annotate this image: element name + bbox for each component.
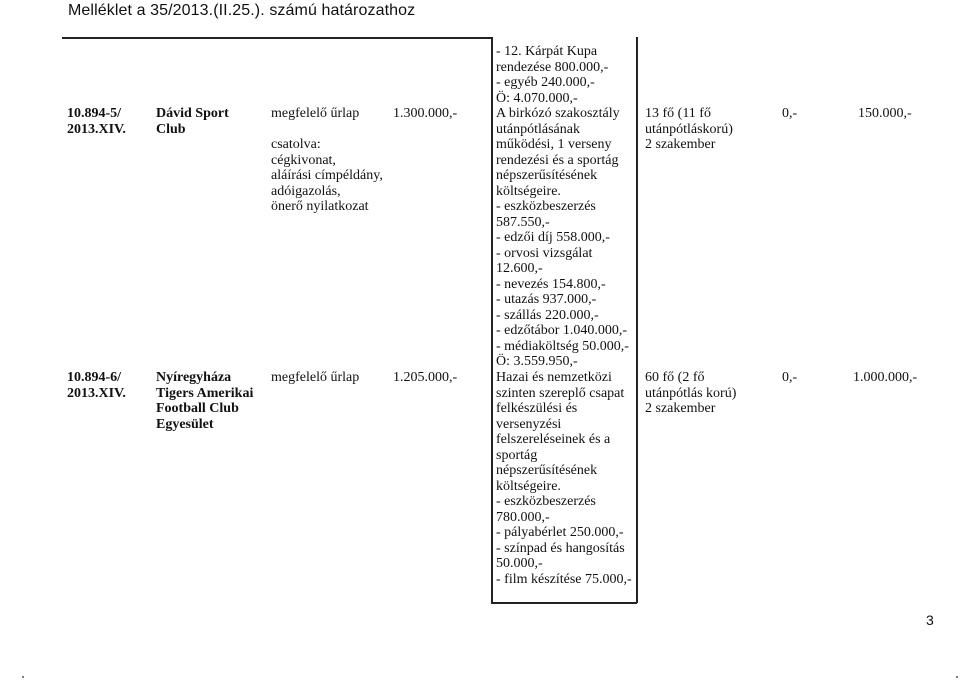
text-line: Club (156, 121, 186, 137)
text-line: működési, 1 verseny (496, 137, 612, 152)
text-line: 780.000,- (496, 509, 550, 525)
text-line: - pályabérlet 250.000,- (496, 525, 624, 540)
row-requested-amount: 1.300.000,- (393, 106, 458, 121)
text-line: költségeire. (496, 478, 561, 494)
text-line: népszerűsítésének (496, 463, 598, 478)
text-line: Hazai és nemzetközi (496, 370, 612, 385)
row-documents (271, 106, 383, 215)
row-organization-name (156, 370, 253, 432)
row-participants (645, 370, 736, 417)
text-line: felszereléseinek és a (496, 432, 611, 447)
text-line: - nevezés 154.800,- (496, 276, 606, 292)
text-line: megfelelő űrlap (271, 370, 360, 385)
text-line: versenyzési (496, 416, 562, 432)
column-divider (491, 37, 493, 603)
text-line: Nyíregyháza (156, 370, 232, 385)
text-line: 10.894-6/ (67, 370, 122, 385)
text-line: utánpótlás korú) (645, 385, 737, 401)
text-line: cégkivonat, (271, 152, 336, 168)
text-line: önerő nyilatkozat (271, 199, 369, 214)
text-line: Dávid Sport (156, 106, 229, 121)
text-line: felkészülési és (496, 401, 578, 416)
page-number: 3 (926, 612, 934, 628)
text-line: rendezési és a sportág (496, 152, 619, 168)
text-line: megfelelő űrlap (271, 106, 360, 121)
text-line (271, 122, 383, 138)
text-line: 13 fő (11 fő (645, 106, 711, 121)
text-line: Egyesület (156, 416, 214, 432)
text-line: költségeire. (496, 183, 561, 199)
text-line: népszerűsítésének (496, 168, 598, 183)
text-line: utánpótlásának (496, 121, 580, 137)
text-line: 60 fő (2 fő (645, 370, 705, 385)
text-line: 50.000,- (496, 556, 543, 571)
text-line: adóigazolás, (271, 183, 341, 199)
column-divider (636, 37, 638, 603)
text-line: aláírási címpéldány, (271, 168, 383, 183)
text-line: - edzőtábor 1.040.000,- (496, 323, 628, 338)
continuation-text (496, 44, 608, 106)
text-line: - film készítése 75.000,- (496, 571, 632, 587)
text-line: szinten szereplő csapat (496, 385, 625, 401)
text-line: 2013.XIV. (67, 385, 126, 401)
text-line: Ö: 3.559.950,- (496, 354, 578, 369)
text-line: - színpad és hangosítás (496, 540, 625, 556)
row-registration-number (67, 106, 126, 137)
text-line: 10.894-5/ (67, 106, 122, 121)
text-line: rendezése 800.000,- (496, 59, 609, 75)
text-line: - 12. Kárpát Kupa (496, 44, 598, 59)
text-line: - egyéb 240.000,- (496, 75, 595, 90)
row-requested-amount: 1.205.000,- (393, 370, 458, 385)
row-participants (645, 106, 733, 153)
row-granted-amount: 1.000.000,- (853, 370, 918, 385)
text-line: - edzői díj 558.000,- (496, 230, 610, 245)
row-registration-number (67, 370, 126, 401)
row-own-contribution: 0,- (782, 106, 798, 121)
row-granted-amount: 150.000,- (858, 106, 912, 121)
text-line: A birkózó szakosztály (496, 106, 620, 121)
text-line: 587.550,- (496, 214, 550, 230)
text-line: Tigers Amerikai (156, 385, 254, 401)
text-line: - eszközbeszerzés (496, 199, 596, 214)
text-line: - médiaköltség 50.000,- (496, 338, 629, 354)
text-line: 12.600,- (496, 261, 543, 276)
text-line: - szállás 220.000,- (496, 307, 599, 323)
scan-speck (22, 676, 24, 678)
text-line: Football Club (156, 401, 239, 416)
row-organization-name (156, 106, 229, 137)
text-line: - utazás 937.000,- (496, 292, 597, 307)
text-line: 2013.XIV. (67, 121, 126, 137)
table-bottom-border (491, 602, 637, 604)
scan-speck (956, 676, 958, 678)
text-line: utánpótláskorú) (645, 121, 733, 137)
text-line: 2 szakember (645, 401, 716, 416)
text-line: 2 szakember (645, 137, 716, 152)
document-header: Melléklet a 35/2013.(II.25.). számú határozathoz (68, 2, 416, 19)
row-purpose (496, 370, 632, 587)
table-top-border (62, 37, 492, 39)
text-line: Ö: 4.070.000,- (496, 90, 578, 106)
text-line: - orvosi vizsgálat (496, 245, 593, 261)
row-documents (271, 370, 359, 386)
text-line: csatolva: (271, 137, 321, 152)
row-purpose (496, 106, 629, 370)
row-own-contribution: 0,- (782, 370, 798, 385)
text-line: sportág (496, 447, 538, 463)
text-line: - eszközbeszerzés (496, 494, 596, 509)
